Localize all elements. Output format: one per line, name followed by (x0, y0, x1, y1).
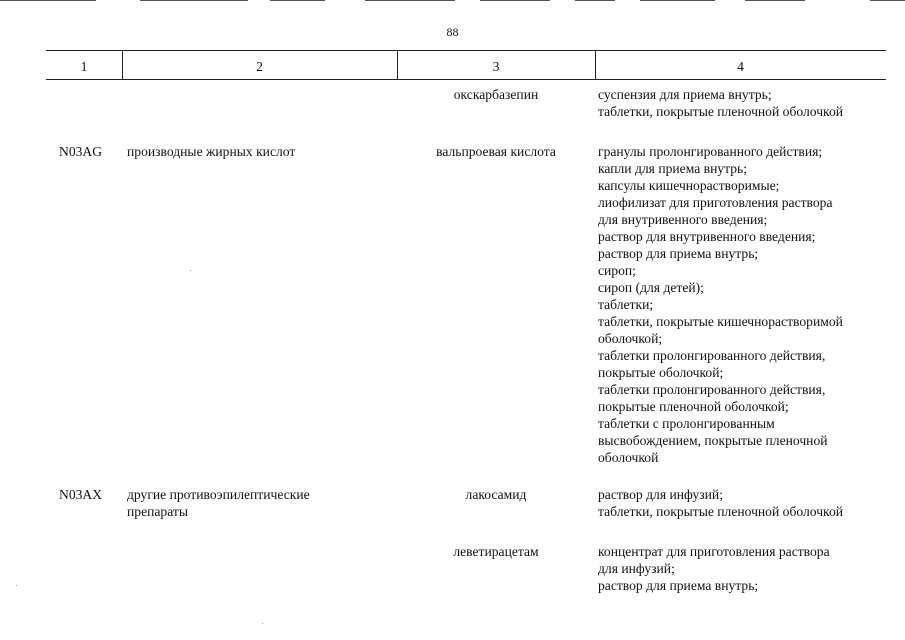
atc-code: N03AX (59, 487, 103, 502)
dosage-form: гранулы пролонгированного действия; (598, 144, 823, 159)
group-name: производные жирных кислот (127, 144, 296, 159)
dosage-form: капли для приема внутрь; (598, 161, 748, 176)
dosage-form: раствор для инфузий; (598, 487, 723, 502)
dosage-form: раствор для приема внутрь; (598, 246, 759, 261)
header-bottom-rule (46, 79, 886, 80)
header-col-2: 2 (256, 59, 263, 74)
scan-speck (16, 585, 17, 586)
scan-edge (0, 0, 905, 2)
dosage-form: концентрат для приготовления раствора (598, 544, 830, 559)
scan-speck (262, 623, 263, 624)
drug-name: окскарбазепин (453, 87, 539, 102)
atc-code: N03AG (59, 144, 103, 159)
dosage-form: высвобождением, покрытые пленочной (598, 433, 828, 448)
group-name: препараты (127, 504, 188, 519)
dosage-form: оболочкой (598, 450, 659, 465)
dosage-form: сироп (для детей); (598, 280, 704, 295)
header-col-1: 1 (80, 59, 88, 74)
header-col-3: 3 (492, 59, 500, 74)
dosage-form: капсулы кишечнорастворимые; (598, 178, 780, 193)
dosage-form: покрытые пленочной оболочкой; (598, 399, 789, 414)
dosage-form: оболочкой; (598, 331, 663, 346)
header-col-4: 4 (737, 59, 744, 74)
dosage-form: сироп; (598, 263, 636, 278)
drug-name: вальпроевая кислота (436, 144, 556, 159)
dosage-form: таблетки, покрытые пленочной оболочкой (598, 504, 844, 519)
dosage-form: для внутривенного введения; (598, 212, 768, 227)
dosage-form: раствор для приема внутрь; (598, 578, 759, 593)
dosage-form: лиофилизат для приготовления раствора (598, 195, 833, 210)
dosage-form: покрытые оболочкой; (598, 365, 724, 380)
dosage-form: таблетки, покрытые кишечнорастворимой (598, 314, 843, 329)
dosage-form: таблетки пролонгированного действия, (598, 348, 826, 363)
drug-name: лакосамид (465, 487, 527, 502)
dosage-form: раствор для внутривенного введения; (598, 229, 816, 244)
group-name: другие противоэпилептические (127, 487, 310, 502)
dosage-form: таблетки пролонгированного действия, (598, 382, 826, 397)
dosage-form: для инфузий; (598, 561, 675, 576)
drug-name: леветирацетам (453, 544, 539, 559)
dosage-form: суспензия для приема внутрь; (598, 87, 772, 102)
dosage-form: таблетки, покрытые пленочной оболочкой (598, 104, 844, 119)
dosage-form: таблетки с пролонгированным (598, 416, 775, 431)
table-top-rule (46, 50, 886, 51)
scan-speck (190, 270, 191, 271)
page-number: 88 (446, 25, 459, 39)
dosage-form: таблетки; (598, 297, 654, 312)
